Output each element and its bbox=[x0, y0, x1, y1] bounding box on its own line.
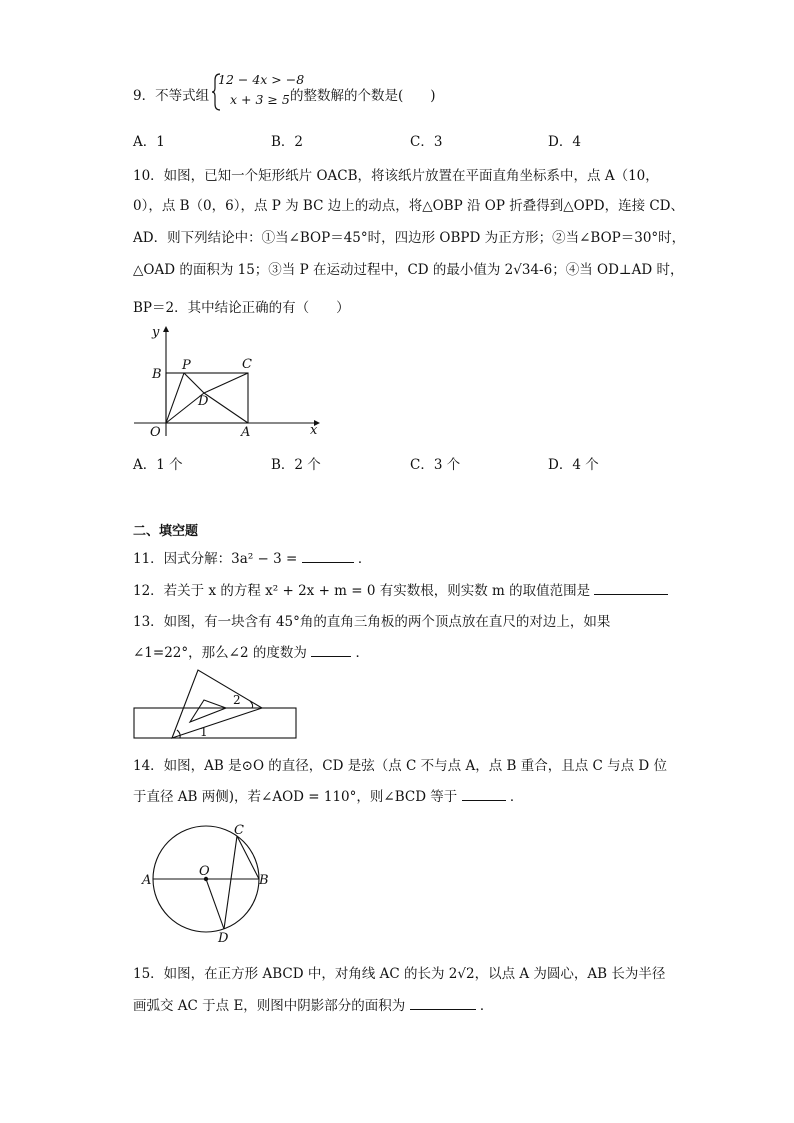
q10-option-a: A．1 个 bbox=[133, 457, 183, 473]
q11-answer-blank[interactable] bbox=[302, 550, 354, 563]
q9-inequality-2: x + 3 ≥ 5 bbox=[230, 92, 290, 107]
q10-line-3: AD．则下列结论中：①当∠BOP＝45°时，四边形 OBPD 为正方形；②当∠BOP＝30°时， bbox=[133, 230, 686, 246]
q10-label-c: C bbox=[242, 357, 252, 372]
q13-line-2-text: ∠1=22°，那么∠2 的度数为 bbox=[133, 645, 307, 661]
q12 bbox=[133, 579, 668, 599]
q10-segment-pd bbox=[184, 373, 204, 393]
q13-line-2 bbox=[133, 641, 369, 661]
q13-triangle-inner bbox=[190, 700, 226, 722]
q15-end: ． bbox=[479, 998, 494, 1014]
q14-label-c: C bbox=[234, 823, 244, 838]
q14-segment-od bbox=[206, 879, 224, 929]
q14-end: ． bbox=[509, 789, 524, 805]
q11 bbox=[133, 547, 371, 567]
q13-triangle-outer bbox=[172, 670, 262, 738]
q14-label-d: D bbox=[218, 931, 229, 946]
q10-label-p: P bbox=[182, 358, 191, 373]
q11-end: ． bbox=[357, 551, 372, 567]
q14-label-a: A bbox=[142, 873, 152, 888]
q9-option-a: A．1 bbox=[133, 134, 165, 150]
q14-line-2-text: 于直径 AB 两侧)，若∠AOD = 110°，则∠BCD 等于 bbox=[133, 789, 458, 805]
q10-segment-ad bbox=[204, 393, 248, 423]
q14-label-b: B bbox=[259, 873, 269, 888]
q10-option-c: C．3 个 bbox=[410, 457, 461, 473]
q15-line-1: 15．如图，在正方形 ABCD 中，对角线 AC 的长为 2√2，以点 A 为圆心，AB 长为半径 bbox=[133, 966, 666, 982]
q14-answer-blank[interactable] bbox=[462, 788, 506, 801]
q10-line-5: BP＝2．其中结论正确的有（ ） bbox=[133, 300, 350, 316]
q9-inequality-1: 12 − 4x > −8 bbox=[218, 72, 305, 87]
q14-segment-cb bbox=[237, 836, 259, 879]
q10-figure bbox=[128, 318, 328, 440]
q10-segment-cd bbox=[204, 373, 248, 393]
q14-line-2 bbox=[133, 785, 523, 805]
q10-label-o: O bbox=[150, 425, 161, 440]
q14-line-1: 14．如图，AB 是⊙O 的直径，CD 是弦（点 C 不与点 A，点 B 重合，且点 C 与点 D 位 bbox=[133, 758, 668, 774]
q13-label-2: 2 bbox=[233, 693, 241, 707]
q10-label-a: A bbox=[241, 425, 251, 440]
q14-figure bbox=[138, 822, 278, 946]
q13-line-1: 13．如图，有一块含有 45°角的直角三角板的两个顶点放在直尺的对边上，如果 bbox=[133, 614, 611, 630]
section-title: 二、填空题 bbox=[133, 524, 199, 539]
q12-text: 12．若关于 x 的方程 x² + 2x + m = 0 有实数根，则实数 m 的取值范围是 bbox=[133, 583, 591, 599]
q11-text: 11．因式分解：3a² − 3 = bbox=[133, 551, 298, 567]
q10-label-y: y bbox=[152, 325, 160, 340]
q10-line-1: 10．如图，已知一个矩形纸片 OACB，将该纸片放置在平面直角坐标系中，点 A（10， bbox=[133, 168, 659, 184]
q9-option-c: C．3 bbox=[410, 134, 443, 150]
q15-line-2-text: 画弧交 AC 于点 E，则图中阴影部分的面积为 bbox=[133, 998, 406, 1014]
q9-prefix: 9．不等式组 bbox=[133, 88, 210, 104]
q13-end: ． bbox=[355, 645, 369, 661]
q14-chord-cd bbox=[224, 836, 237, 929]
q10-line-4: △OAD 的面积为 15；③当 P 在运动过程中，CD 的最小值为 2√34-6；④当 OD⊥AD 时， bbox=[133, 262, 684, 278]
q13-figure bbox=[128, 664, 304, 742]
q10-label-x: x bbox=[310, 423, 318, 438]
q13-angle-1-arc bbox=[177, 730, 180, 738]
q10-option-d: D．4 个 bbox=[548, 457, 599, 473]
q12-answer-blank[interactable] bbox=[594, 582, 668, 595]
q9-suffix: 的整数解的个数是( ) bbox=[290, 88, 436, 104]
q13-label-1: 1 bbox=[200, 725, 208, 739]
q9-option-b: B．2 bbox=[271, 134, 304, 150]
q14-label-o: O bbox=[199, 864, 210, 879]
q10-option-b: B．2 个 bbox=[271, 457, 321, 473]
q9-option-d: D．4 bbox=[548, 134, 581, 150]
q10-line-2: 0），点 B（0，6），点 P 为 BC 边上的动点，将△OBP 沿 OP 折叠得到△OPD，连接 CD、 bbox=[133, 198, 685, 214]
q15-answer-blank[interactable] bbox=[410, 997, 476, 1010]
q15-line-2 bbox=[133, 994, 493, 1014]
q13-answer-blank[interactable] bbox=[311, 644, 351, 657]
q10-label-d: D bbox=[198, 394, 209, 409]
q10-label-b: B bbox=[152, 367, 162, 382]
